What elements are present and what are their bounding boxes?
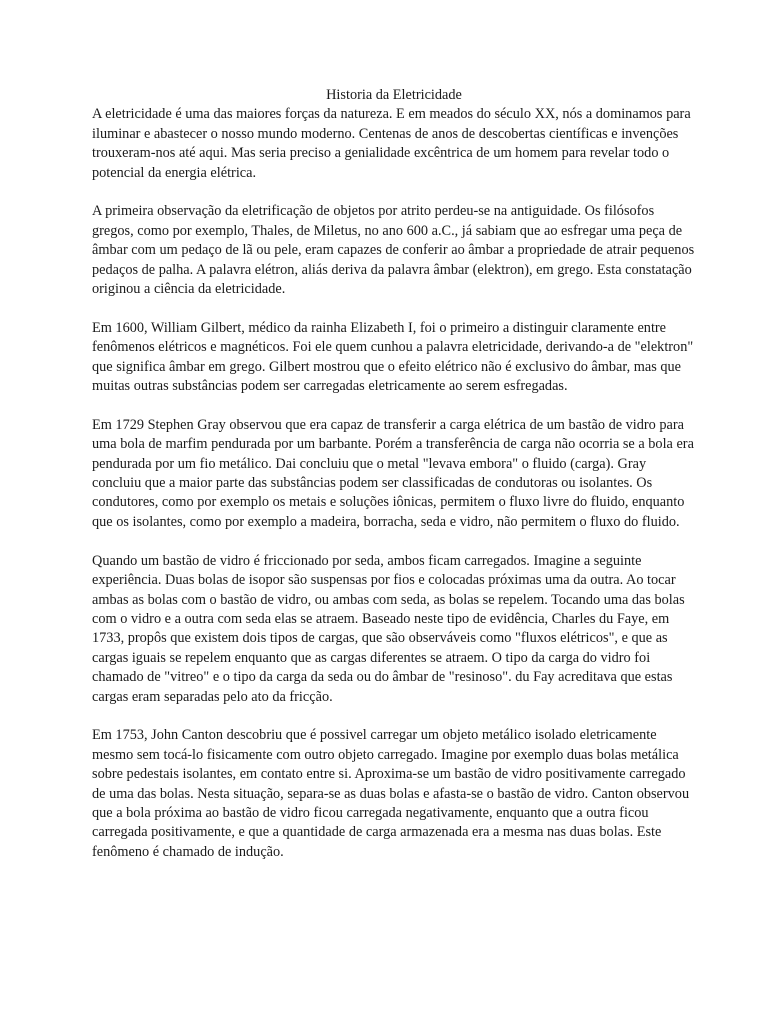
paragraph-gilbert: Em 1600, William Gilbert, médico da rainha Elizabeth I, foi o primeiro a distinguir claramente entre fenômenos elétricos e magnéticos. Foi ele quem cunhou a palavra eletricidade, derivando-a de "elektron" que significa âmbar em grego. Gilbert mostrou que o efeito elétrico não é exclusivo do âmbar, mas que muitas outras substâncias podem ser carregadas eletricamente ao serem esfregadas.: [92, 319, 694, 395]
paragraph-canton: Em 1753, John Canton descobriu que é possivel carregar um objeto metálico isolado eletricamente mesmo sem tocá-lo fisicamente com outro objeto carregado. Imagine por exemplo duas bolas metálica sobre pedestais isolantes, em contato entre si. Aproxima-se um bastão de vidro positivamente carregado de uma das bolas. Nesta situação, separa-se as duas bolas e afasta-se o bastão de vidro. Canton observou que a bola próxima ao bastão de vidro ficou carregada negativamente, enquanto que a outra ficou carregada positivamente, e que a quantidade de carga armazenada era a mesma nas duas bolas. Este fenômeno é chamado de indução.: [92, 727, 690, 860]
paragraph-intro: A eletricidade é uma das maiores forças da natureza. E em meados do século XX, nós a dominamos para iluminar e abastecer o nosso mundo moderno. Centenas de anos de descobertas científicas e invenções trouxeram-nos até aqui. Mas seria preciso a genialidade excêntrica de um homem para revelar todo o potencial da energia elétrica.: [92, 106, 691, 181]
paragraph-du-faye: Quando um bastão de vidro é friccionado por seda, ambos ficam carregados. Imagine a seguinte experiência. Duas bolas de isopor são suspensas por fios e colocadas próximas uma da outra. Ao tocar ambas as bolas com o bastão de vidro, ou ambas com seda, as bolas se repelem. Tocando uma das bolas com o vidro e a outra com seda elas se atraem. Baseado neste tipo de evidência, Charles du Faye, em 1733, propôs que existem dois tipos de cargas, que são observáveis como "fluxos elétricos", e que as cargas iguais se repelem enquanto que as cargas diferentes se atraem. O tipo da carga do vidro foi chamado de "vitreo" e o tipo da carga da seda ou do âmbar de "resinoso". du Fay acreditava que estas cargas eram separadas pelo ato da fricção.: [92, 552, 685, 705]
document-page: [92, 86, 696, 882]
paragraph-gray: Em 1729 Stephen Gray observou que era capaz de transferir a carga elétrica de um bastão de vidro para uma bola de marfim pendurada por um barbante. Porém a transferência de carga não ocorria se a bola era pendurada por um fio metálico. Dai concluiu que o metal "levava embora" o fluido (carga). Gray concluiu que a maior parte das substâncias podem ser classificadas de condutoras ou isolantes. Os condutores, como por exemplo os metais e soluções iônicas, permitem o fluxo livre do fluido, enquanto que os isolantes, como por exemplo a madeira, borracha, seda e vidro, não permitem o fluxo do fluido.: [92, 416, 694, 530]
paragraph-antiquity: A primeira observação da eletrificação de objetos por atrito perdeu-se na antiguidade. Os filósofos gregos, como por exemplo, Thales, de Miletus, no ano 600 a.C., já sabiam que ao esfregar uma peça de âmbar com um pedaço de lã ou pele, eram capazes de conferir ao âmbar a propriedade de atrair pequenos pedaços de palha. A palavra elétron, aliás deriva da palavra âmbar (elektron), em grego. Esta constatação originou a ciência da eletricidade.: [92, 203, 695, 298]
document-title: Historia da Eletricidade: [326, 87, 462, 103]
